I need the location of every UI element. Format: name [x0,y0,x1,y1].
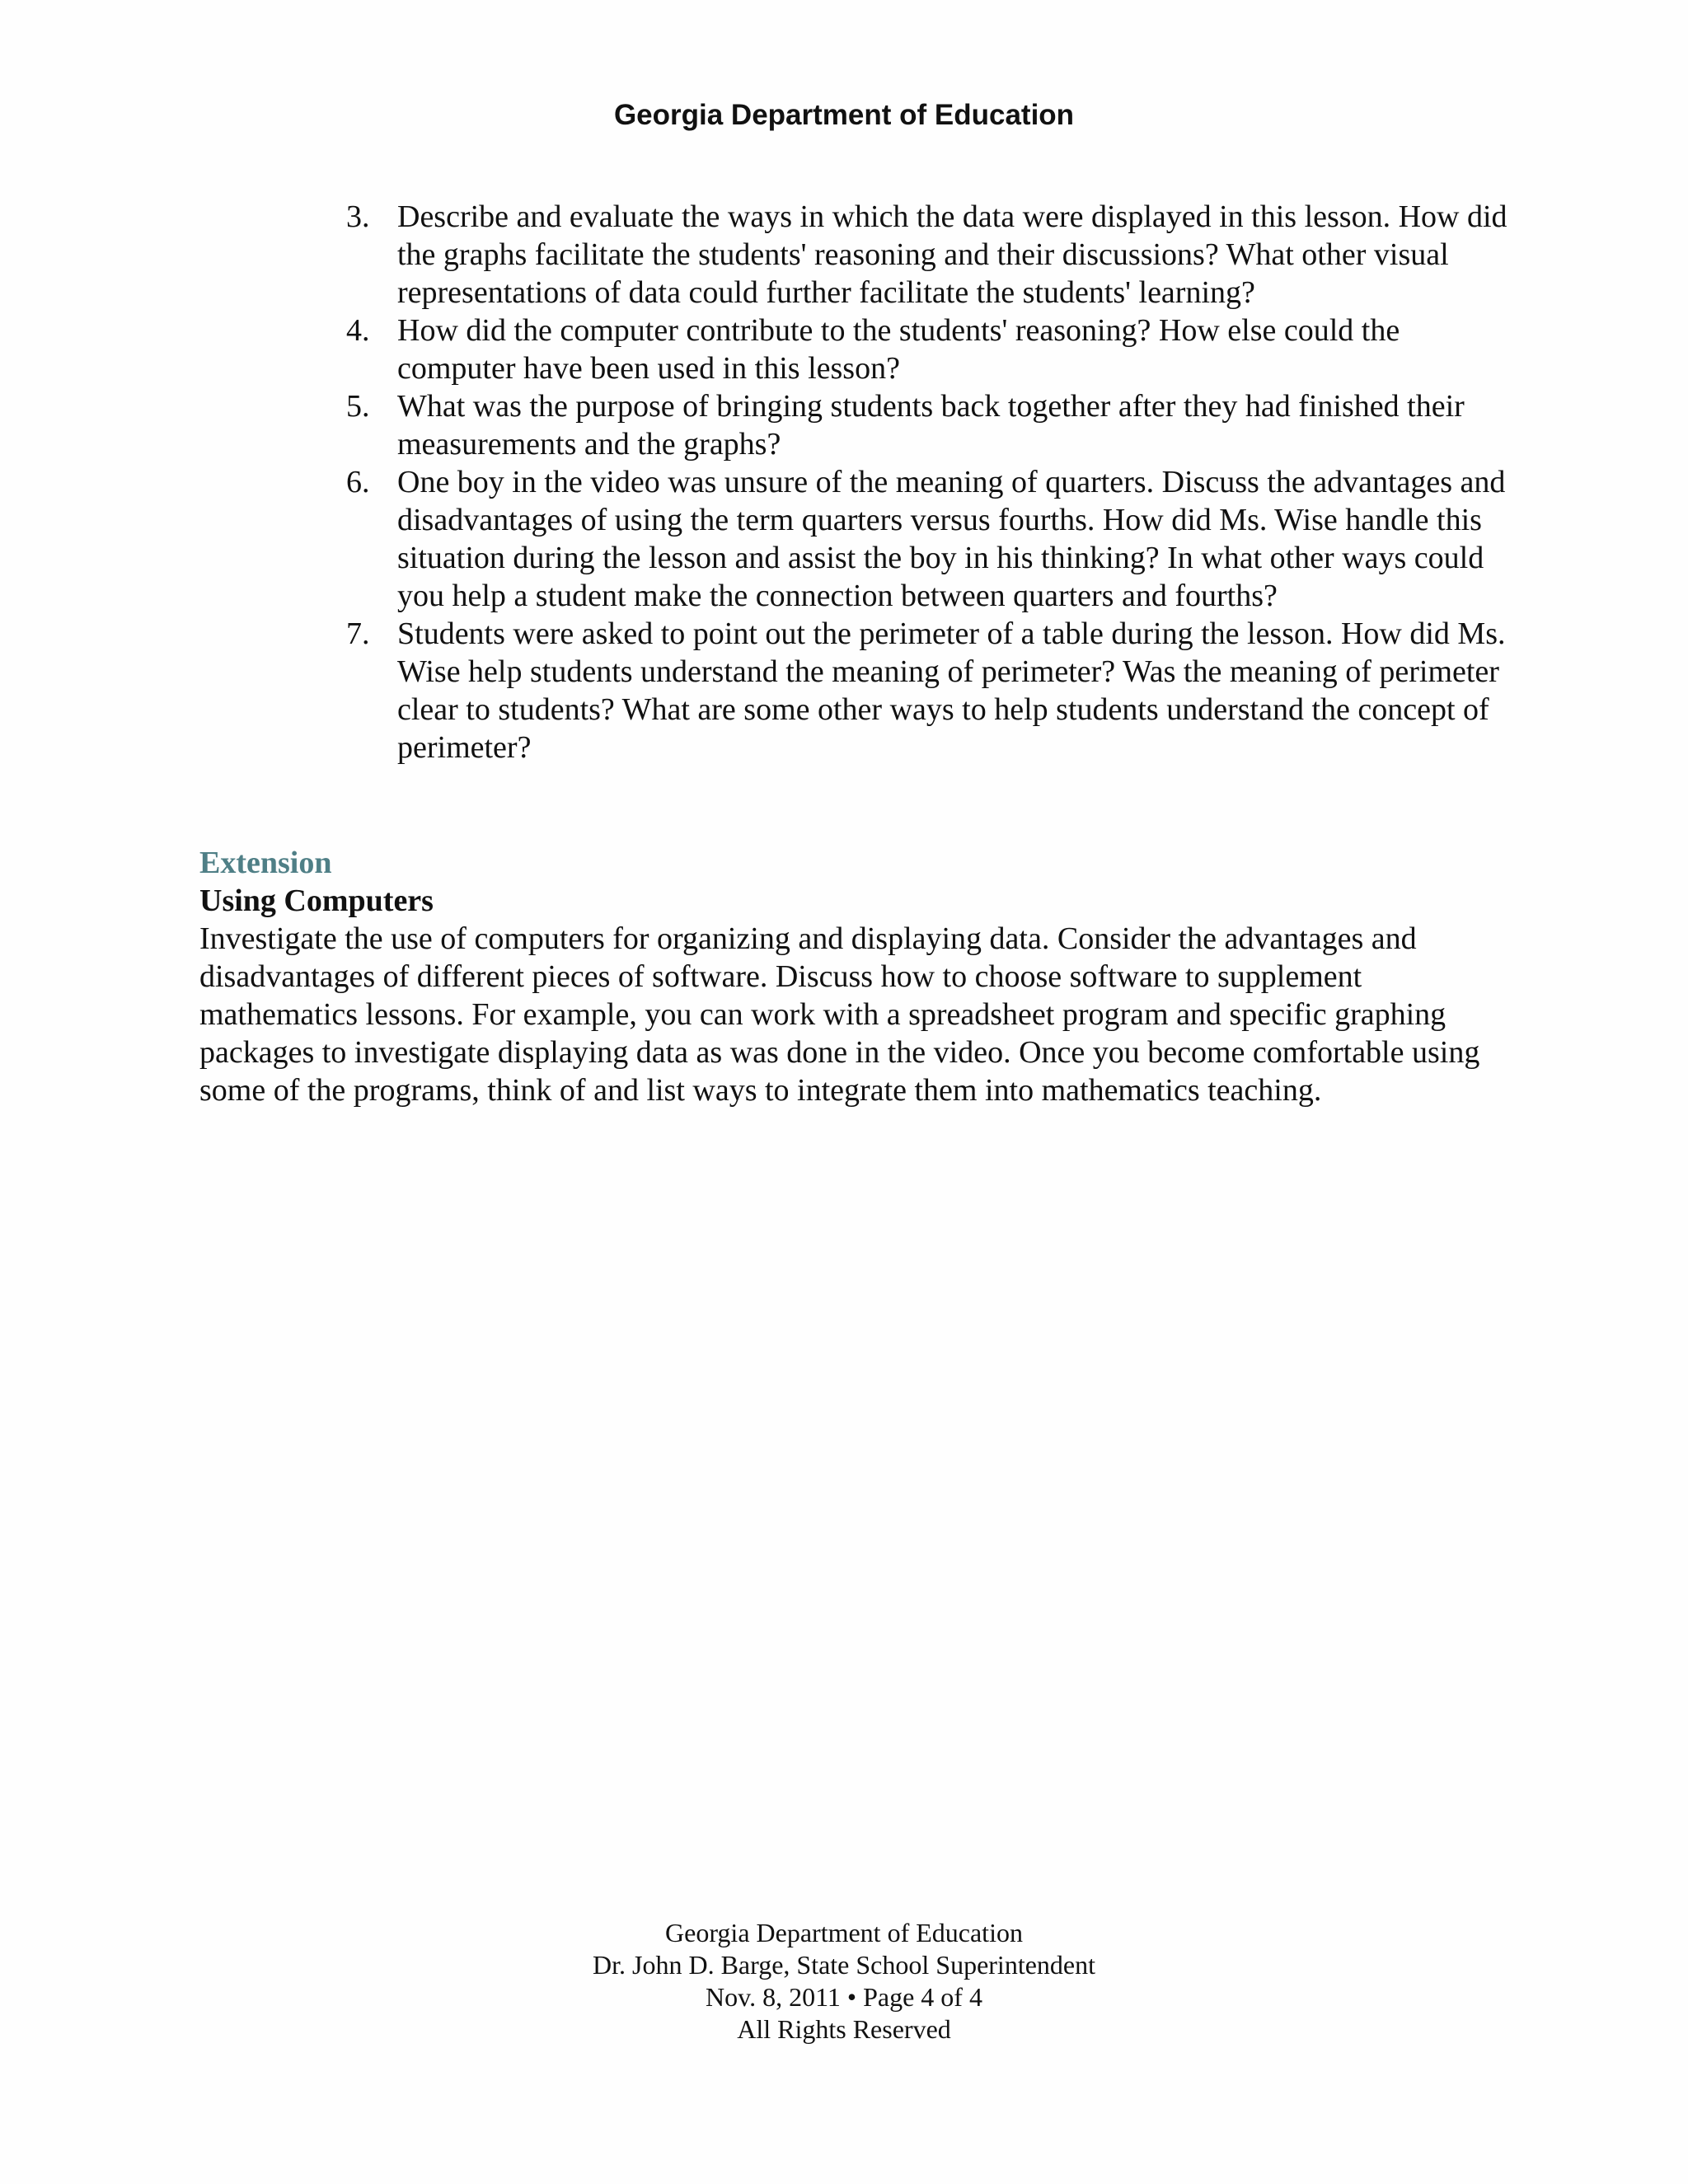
question-number: 3. [346,199,370,234]
question-text: One boy in the video was unsure of the meaning of quarters. Discuss the advantages and disadvantages of using the term quarters versus fourths. How did Ms. Wise handle this situation during the lesson and assist the boy in his thinking? In what other ways could you help a student make the connection between quarters and fourths? [397,465,1506,613]
question-number: 5. [346,389,370,424]
using-computers-heading: Using Computers [199,883,434,918]
extension-paragraph: Investigate the use of computers for organizing and displaying data. Consider the advantages and disadvantages of different pieces of software. Discuss how to choose software to supplement mathematics lessons. For example, you can work with a spreadsheet program and specific graphing packages to investigate displaying data as was done in the video. Once you become comfortable using some of the programs, think of and list ways to integrate them into mathematics teaching. [199,921,1480,1108]
page-header: Georgia Department of Education [613,99,1075,131]
question-item-3 [346,198,1517,312]
question-text: How did the computer contribute to the students' reasoning? How else could the computer have been used in this lesson? [397,313,1400,386]
footer-rights: All Rights Reserved [737,2014,951,2044]
footer-superintendent: Dr. John D. Barge, State School Superintendent [593,1950,1095,1980]
footer-date-page: Nov. 8, 2011 • Page 4 of 4 [706,1982,982,2012]
question-text: Students were asked to point out the perimeter of a table during the lesson. How did Ms. Wise help students understand the meaning of perimeter? Was the meaning of perimeter clear to students? What are some other ways to help students understand the concept of perimeter? [397,616,1506,765]
question-item-6 [346,463,1517,615]
extension-heading: Extension [199,846,332,880]
question-number: 6. [346,465,370,499]
page-footer [0,1917,1688,2046]
question-item-7 [346,615,1517,766]
question-text: Describe and evaluate the ways in which the data were displayed in this lesson. How did the graphs facilitate the students' reasoning and their discussions? What other visual representations of data could further facilitate the students' learning? [397,199,1507,310]
footer-organization: Georgia Department of Education [665,1918,1023,1947]
discussion-questions-list [346,198,1517,766]
extension-section [199,844,1502,1109]
question-item-5 [346,387,1517,463]
question-text: What was the purpose of bringing students back together after they had finished their measurements and the graphs? [397,389,1465,462]
question-number: 7. [346,616,370,651]
question-item-4 [346,312,1517,387]
question-number: 4. [346,313,370,348]
